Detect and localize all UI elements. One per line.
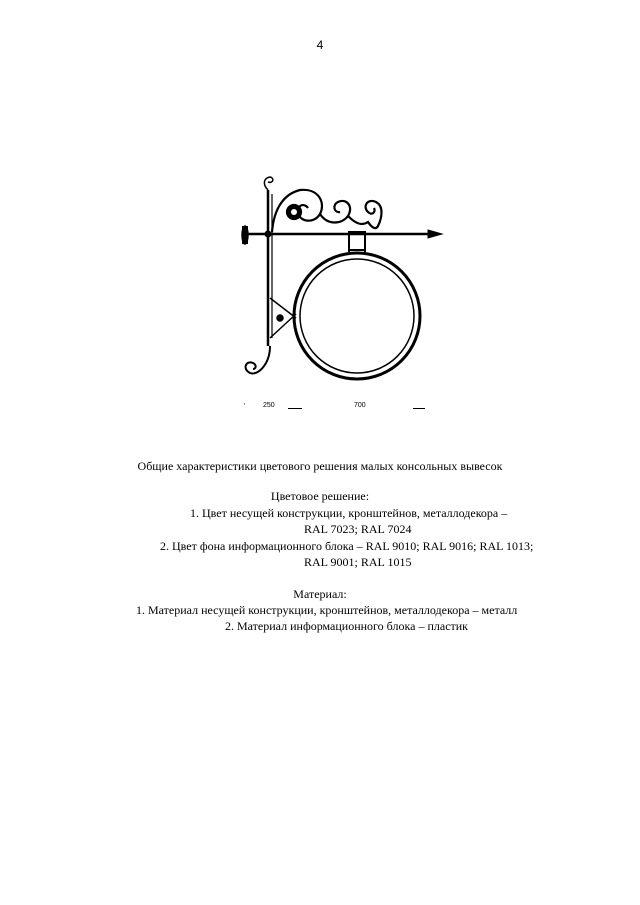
color-item-2-line-1: 2. Цвет фона информационного блока – RAL 9010; RAL 9016; RAL 1013; (160, 539, 534, 553)
x-brace (270, 298, 296, 338)
color-item-2-line-2: RAL 9001; RAL 1015 (304, 555, 412, 569)
console-sign-drawing (228, 168, 458, 418)
color-item-1-line-2: RAL 7023; RAL 7024 (304, 522, 412, 536)
material-section-title: Материал: (293, 587, 347, 601)
color-item-1-line-1: 1. Цвет несущей конструкции, кронштейнов, металлодекора – (190, 506, 508, 520)
dimension-tick: ′ (244, 403, 246, 410)
circular-info-panel (294, 253, 420, 379)
material-item-2: 2. Материал информационного блока – пластик (225, 619, 469, 633)
horizontal-arm (248, 230, 442, 238)
dimension-250-label: 250 (263, 402, 275, 409)
dimension-700-label: 700 (354, 402, 366, 409)
decorative-scrolls (272, 190, 382, 232)
wall-plate (242, 226, 248, 244)
page-number: 4 (316, 38, 324, 52)
material-item-1: 1. Материал несущей конструкции, кронштейнов, металлодекора – металл (136, 603, 518, 617)
heading: Общие характеристики цветового решения малых консольных вывесок (137, 459, 503, 473)
dimension-arrow-left (288, 408, 302, 409)
wall-post (246, 177, 273, 373)
dimension-arrow-right (413, 408, 425, 409)
color-section-title: Цветовое решение: (270, 489, 370, 503)
